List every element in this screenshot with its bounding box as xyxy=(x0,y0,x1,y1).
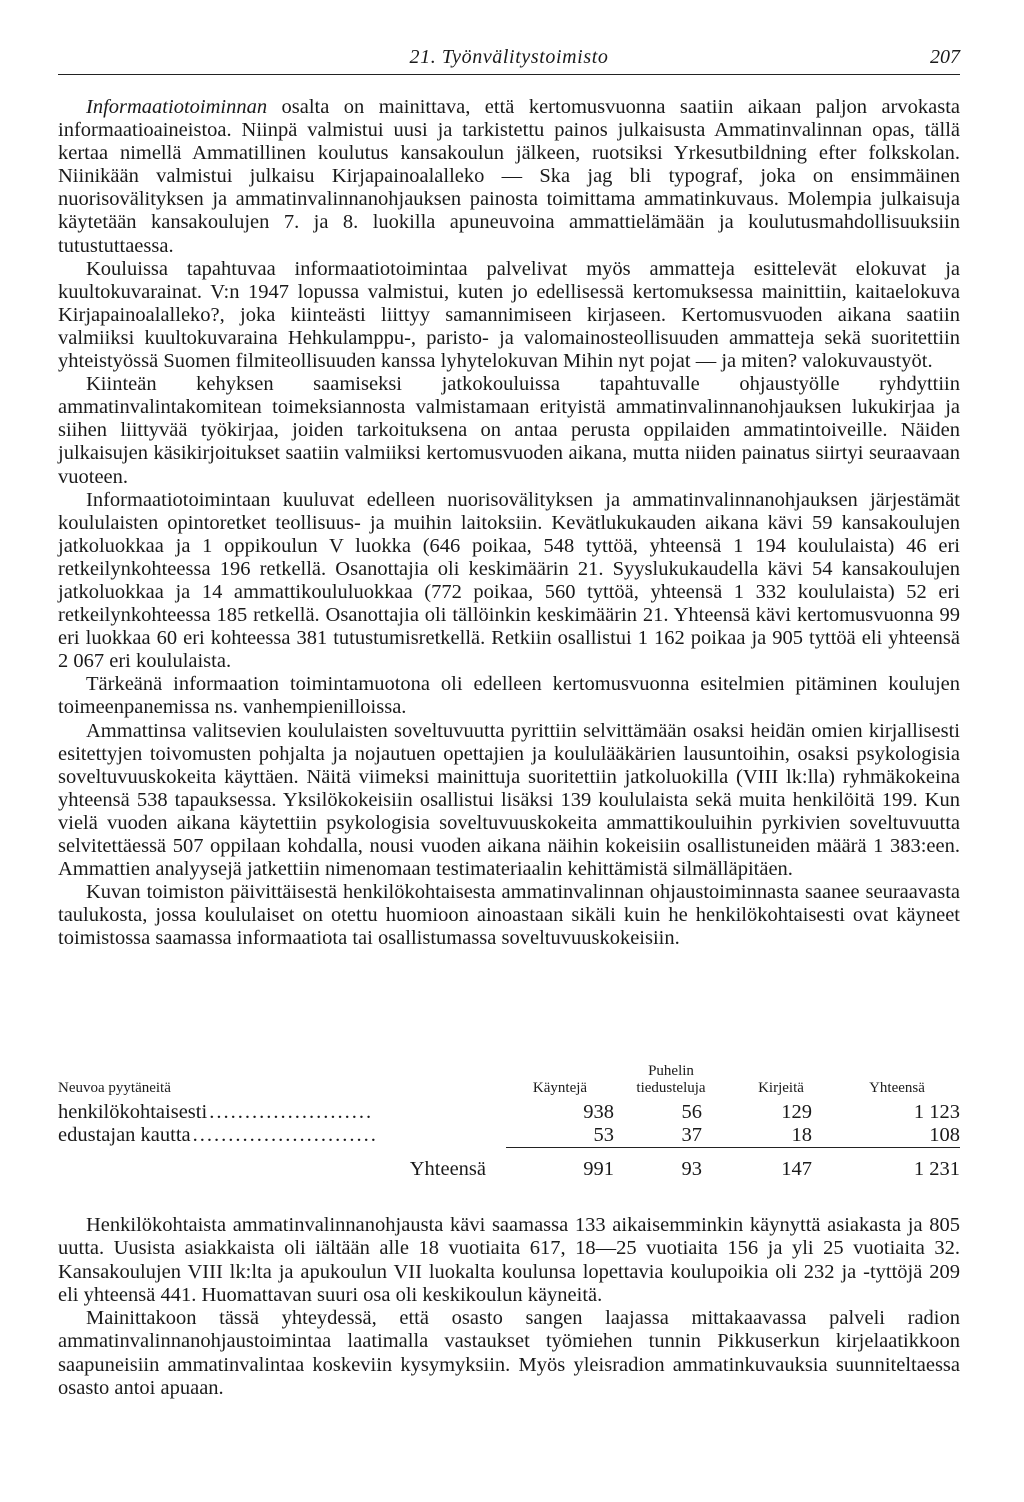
total-letters: 147 xyxy=(781,1158,812,1180)
paragraph-text: Kiinteän kehyksen saamiseksi jatkokouluissa tapahtuvalle ohjaustyölle ryhdyttiin ammatinvalintakomitean toimeksiannosta valmistamaan erityistä ammatinvalinnanohjauksen lukukirjaa ja siihen liittyvää työkirjaa, joiden tarkoituksena on antaa perusta oppilaiden ammatintoiveille. Näiden julkaisujen käsikirjoitukset saatiin valmiiksi kertomusvuoden aikana, mutta niiden painatus siirtyi seuraavaan vuoteen. xyxy=(58,373,960,488)
paragraph xyxy=(58,673,960,719)
body-text-after-table xyxy=(58,1214,960,1400)
italic-lead: Informaatiotoiminnan xyxy=(86,96,268,118)
table-header-row xyxy=(58,1063,960,1101)
table-total-row xyxy=(58,1148,960,1181)
row-label-cell: henkilökohtaisesti....................... xyxy=(58,1101,374,1123)
paragraph: Mainittakoon tässä yhteydessä, että osasto sangen laajassa mittakaavassa palveli radion ammatinvalinnanohjaustoimintaa laatimalla vastaukset työmiehen tunnin Pikkuserkun kirjelaatikkoon saapuneisiin ammatinvalintaa koskeviin kysymyksiin. Myös yleisradion ammatinkuvauksia suunniteltaessa osasto antoi apuaan. xyxy=(58,1307,960,1400)
row-label-cell: edustajan kautta.......................... xyxy=(58,1124,378,1147)
paragraph xyxy=(58,373,960,488)
paragraph-text: osalta on mainittava, että kertomusvuonna saatiin aikaan paljon arvokasta informaatioaineistoa. Niinpä valmistui uusi ja tarkistettu painos julkaisusta Ammatinvalinnan opas, tällä kertaa nimellä Ammatillinen koulutus kansakoulun jälkeen, ruotsiksi Yrkesutbildning efter folkskolan. Niinikään valmistui julkaisu Kirjapainoalalleko — Ska jag bli typograf, joka on ensimmäinen nuorisovälityksen ja ammatinvalinnanohjauksen painosta toimittama ammatinkuvaus. Molempia julkaisuja käytetään kansakoulujen 7. ja 8. luokilla apuneuvoina ammattielämään ja koulutusmahdollisuuksiin tutustuttaessa. xyxy=(58,96,960,257)
paragraph-text: Kouluissa tapahtuvaa informaatiotoimintaa palvelivat myös ammatteja esittelevät elokuvat ja kuultokuvarainat. V:n 1947 lopussa valmistui, kuten jo edellisessä kertomuksessa mainittiin, kaitaelokuva Kirjapainoalalleko?, joka kiinteästi liittyy samannimiseen kirjaseen. Kertomusvuoden aikana saatiin valmiiksi kuultokuvaraina Hehkulamppu-, paristo- ja valomainosteollisuuden ammatteja sekä suoritettiin yhteistyössä Suomen filmiteollisuuden kanssa lyhytelokuvan Mihin nyt pojat — ja miten? valokuvaustyöt. xyxy=(58,257,960,373)
row-label: edustajan kautta xyxy=(58,1124,191,1147)
cell-letters: 129 xyxy=(781,1101,812,1123)
paragraph: Henkilökohtaista ammatinvalinnanohjausta kävi saamassa 133 aikaisemminkin käynyttä asiakasta ja 805 uutta. Uusista asiakkaista oli iältään alle 18 vuotiaita 617, 18—25 vuotiaita 156 ja yli 25 vuotiaita 32. Kansakoulujen VIII lk:lta ja apukoulun VII luokalta koulunsa lopettavia koulupoikia oli 232 ja -tyttöjä 209 eli yhteensä 441. Huomattavan suuri osa oli keskikoulun käyneitä. xyxy=(58,1214,960,1306)
header-visits: Käyntejä xyxy=(532,1080,588,1096)
header-total: Yhteensä xyxy=(869,1080,925,1096)
cell-total: 1 123 xyxy=(913,1101,960,1123)
header-letters: Kirjeitä xyxy=(758,1080,804,1096)
table-row xyxy=(58,1101,960,1124)
page-number: 207 xyxy=(930,46,960,68)
paragraph-text: Informaatiotoimintaan kuuluvat edelleen nuorisovälityksen ja ammatinvalinnanohjauksen järjestämät koululaisten opintoretket teollisuus- ja muihin laitoksiin. Kevätlukukauden aikana kävi 59 kansakoulujen jatkoluokkaa ja 1 oppikoulun V luokka (646 poikaa, 548 tyttöä, yhteensä 1 194 koululaista) 46 eri retkeilynkohteessa 196 retkellä. Osanottajia oli keskimäärin 21. Syyslukukaudella kävi 54 kansakoulujen jatkoluokkaa ja 14 ammattikoululuokkaa (772 poikaa, 560 tyttöä, yhteensä 1 332 koululaista) 52 eri retkeilynkohteessa 185 retkellä. Osanottajia oli tällöinkin keskimäärin 21. Yhteensä kävi kertomusvuonna 99 eri luokkaa 60 eri kohteessa 381 tutustumisretkellä. Retkiin osallistui 1 162 poikaa ja 905 tyttöä eli yhteensä 2 067 eri koululaista. xyxy=(58,488,960,673)
paragraph xyxy=(58,720,960,882)
paragraph xyxy=(58,96,960,258)
total-phone: 93 xyxy=(681,1158,702,1180)
paragraph-text: Tärkeänä informaation toimintamuotona oli edelleen kertomusvuonna esitelmien pitäminen koulujen toimeenpanemissa ns. vanhempienilloissa. xyxy=(58,673,960,719)
header-row-label: Neuvoa pyytäneitä xyxy=(58,1080,171,1096)
cell-visits: 53 xyxy=(593,1124,614,1146)
chapter-title: 21. Työnvälitystoimisto xyxy=(409,46,609,68)
body-text xyxy=(58,96,960,950)
total-total: 1 231 xyxy=(913,1158,960,1180)
cell-phone: 37 xyxy=(681,1124,702,1146)
cell-letters: 18 xyxy=(791,1124,812,1146)
header-phone-bottom: tiedusteluja xyxy=(636,1080,706,1096)
paragraph xyxy=(58,881,960,950)
cell-total: 108 xyxy=(929,1124,960,1146)
cell-visits: 938 xyxy=(583,1101,614,1123)
paragraph xyxy=(58,489,960,674)
total-visits: 991 xyxy=(583,1158,614,1180)
statistics-table xyxy=(58,1063,960,1181)
total-label: Yhteensä xyxy=(409,1158,486,1180)
header-phone-top: Puhelin xyxy=(648,1063,694,1079)
paragraph-text: Ammattinsa valitsevien koululaisten soveltuvuutta pyrittiin selvittämään osaksi heidän omien kirjallisesti esitettyjen toivomusten pohjalta ja nojautuen opettajien ja koululääkärien lausuntoihin, osaksi psykologisia soveltuvuuskokeita käyttäen. Näitä viimeksi mainittuja suoritettiin jatkoluokilla (VIII lk:lla) ryhmäkokeina yhteensä 538 tapauksessa. Yksilökokeisiin osallistui lisäksi 139 koululaista sekä muita henkilöitä 199. Kun vielä vuoden aikana käytettiin psykologisia soveltuvuuskokeita ammattikouluihin pyrkivien soveltuvuutta selvitettäessä 507 oppilaan kohdalla, nousi vuoden aikana näihin kokeisiin osallistuneiden määrä 1 383:een. Ammattien analyysejä jatkettiin nimenomaan testimateriaalin kehittämistä silmälläpitäen. xyxy=(58,719,960,881)
running-header xyxy=(58,46,960,75)
row-label: henkilökohtaisesti xyxy=(58,1101,208,1123)
paragraph xyxy=(58,258,960,373)
paragraph-text: Kuvan toimiston päivittäisestä henkilökohtaisesta ammatinvalinnan ohjaustoiminnasta saanee seuraavasta taulukosta, jossa koululaiset on otettu huomioon ainoastaan sikäli kuin he henkilökohtaisesti ovat käyneet toimistossa saamassa informaatiota tai osallistumassa soveltuvuuskokeisiin. xyxy=(58,881,960,950)
table-row xyxy=(58,1124,960,1148)
cell-phone: 56 xyxy=(681,1101,702,1123)
header-phone xyxy=(614,1063,728,1101)
